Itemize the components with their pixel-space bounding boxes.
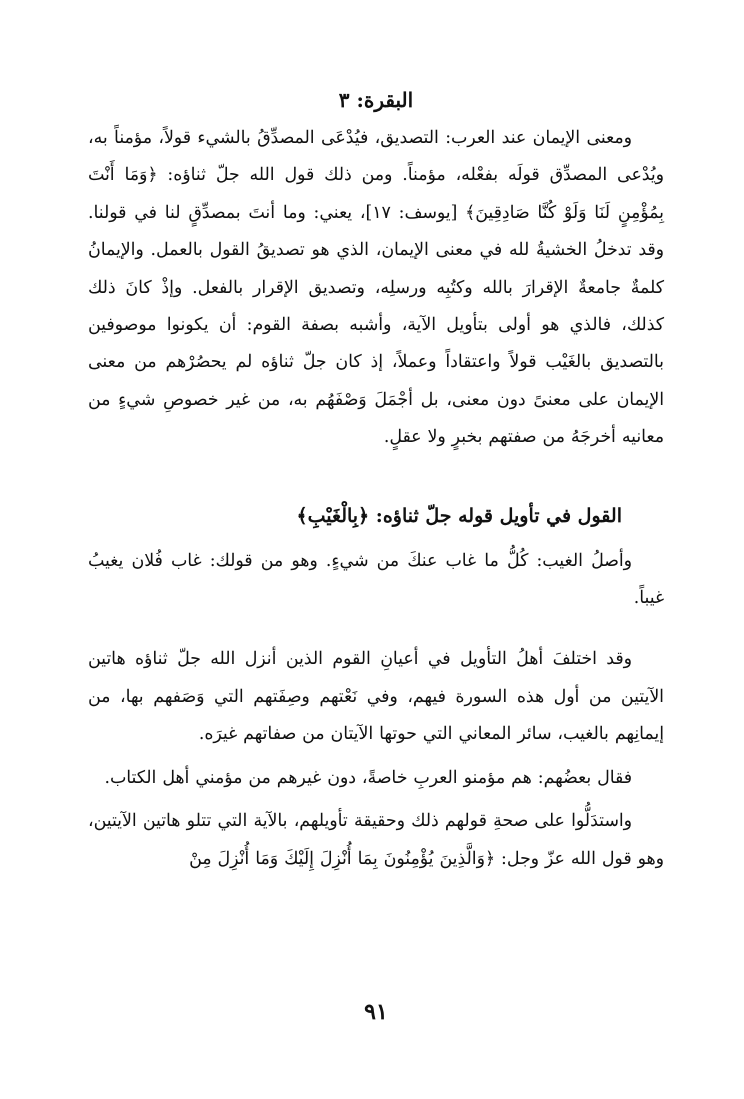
paragraph-disagreement: وقد اختلفَ أهلُ التأويل في أعيانِ القوم الذين أنزل الله جلّ ثناؤه هاتين الآيتين من أول هذه السورة فيهم، وفي نَعْتهم وصِفَتهم التي وَصَفهم بها، من إيمانِهم بالغيب، سائر المعاني التي حوتها الآيتان من صفاتهم غيرَه. <box>88 649 664 745</box>
page-number: ٩١ <box>364 999 388 1025</box>
paragraph-ghayb-origin: وأصلُ الغيب: كُلُّ ما غاب عنكَ من شيءٍ. وهو من قولك: غاب فُلان يغيبُ غيباً. <box>88 550 664 609</box>
running-header: البقرة: ٣ <box>338 88 414 112</box>
paragraph-evidence: واستدَلُّوا على صحةِ قولهم ذلك وحقيقة تأويلهم، بالآية التي تتلو هاتين الآيتين، وهو قول الله عزّ وجل: ﴿وَالَّذِينَ يُؤْمِنُونَ بِمَا أُنْزِلَ إِلَيْكَ وَمَا أُنْزِلَ مِنْ <box>88 811 664 869</box>
paragraph-iman-meaning: ومعنى الإيمان عند العرب: التصديق، فيُدْعَى المصدِّقُ بالشيء قولاً، مؤمناً به، ويُدْعى المصدِّق قولَه بفعْله، مؤمناً. ومن ذلك قول الله جلّ ثناؤه: ﴿وَمَا أَنْتَ بِمُؤْمِنٍ لَنَا وَلَوْ كُنَّا صَادِقِينَ﴾ [يوسف: ١٧]، يعني: وما أنتَ بمصدِّقٍ لنا في قولنا. وقد تدخلُ الخشيةُ لله في معنى الإيمان، الذي هو تصديقُ القول بالعمل. والإيمانُ كلمةٌ جامعةٌ الإقرارَ بالله وكتُبِه ورسلِه، وتصديق الإقرار بالفعل. وإذْ كانَ ذلك كذلك، فالذي هو أولى بتأويل الآية، وأشبه بصفة القوم: أن يكونوا موصوفين بالتصديق بالغَيْب قولاً واعتقاداً وعملاً، إذ كان جلّ ثناؤه لم يحصُرْهم من معنى الإيمان على معنىً دون معنى، بل أجْمَلَ وَصْفَهُم به، من غير خصوصِ شيءٍ من معانيه أخرجَهُ من صفتهم بخبرٍ ولا عقلٍ. <box>88 128 664 448</box>
paragraph-some-said: فقال بعضُهم: هم مؤمنو العربِ خاصةً، دون غيرهم من مؤمني أهل الكتاب. <box>104 767 632 788</box>
book-page <box>88 86 664 1046</box>
section-heading: القول في تأويل قوله جلّ ثناؤه: ﴿بِالْغَيْبِ﴾ <box>296 504 622 527</box>
